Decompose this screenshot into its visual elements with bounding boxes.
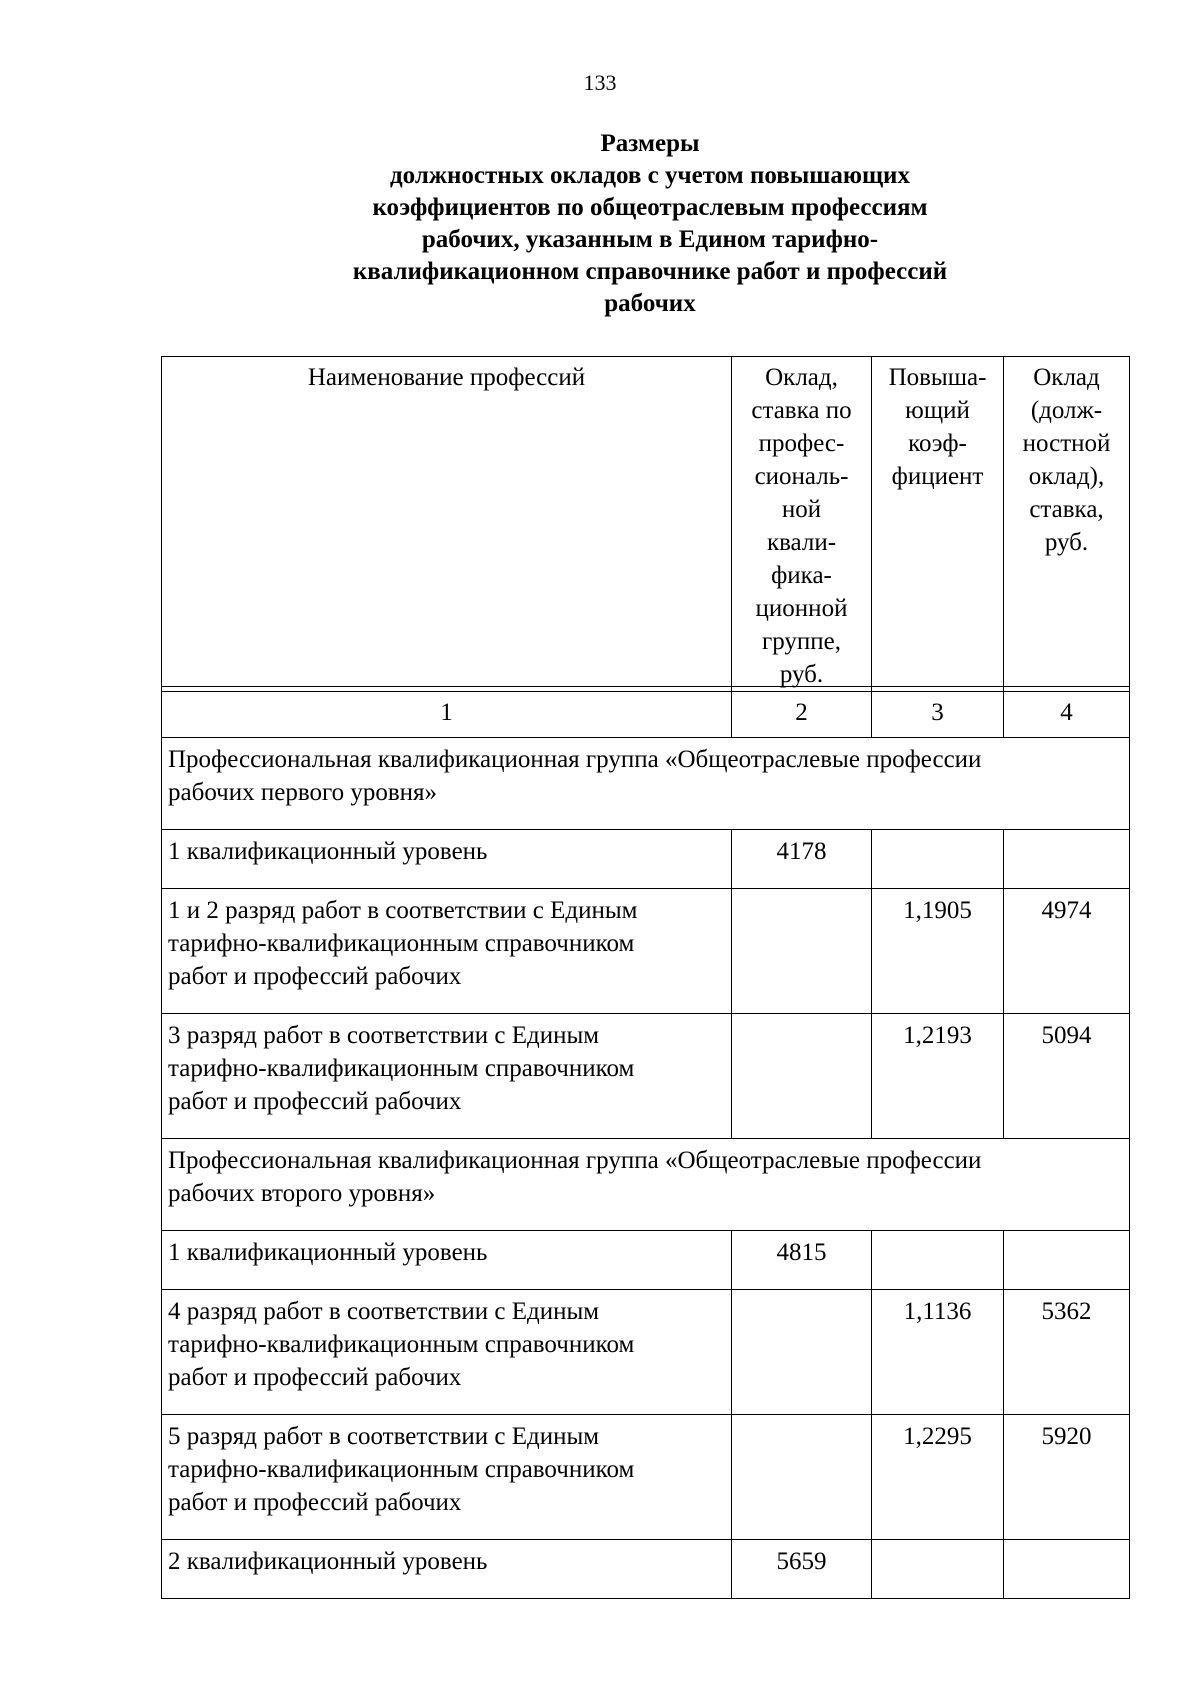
salary-table [161, 686, 1130, 1599]
title-line: рабочих, указанным в Едином тарифно- [421, 226, 879, 253]
base-salary-cell [732, 1014, 872, 1139]
total-salary-cell: 5094 [1004, 1014, 1130, 1139]
profession-name [162, 1290, 732, 1415]
coefficient-cell: 1,2295 [872, 1415, 1004, 1540]
base-salary-cell: 4815 [732, 1231, 872, 1290]
header-line: оклад), [1028, 463, 1105, 490]
header-line: ционной [755, 595, 848, 622]
base-salary-cell [732, 889, 872, 1014]
coefficient-cell [872, 1540, 1004, 1599]
header-line: руб. [1044, 529, 1089, 556]
profession-name-line: 3 разряд работ в соответствии с Единым [168, 1022, 600, 1049]
title-line: Размеры [600, 130, 700, 157]
body-table-wrap [161, 686, 1129, 1599]
total-salary-cell [1004, 1540, 1130, 1599]
header-line: коэф- [908, 430, 967, 457]
header-line: Оклад, [765, 364, 838, 391]
header-line: фика- [771, 562, 832, 589]
header-col-4 [1004, 357, 1130, 692]
column-number: 2 [732, 687, 872, 738]
total-salary-cell: 4974 [1004, 889, 1130, 1014]
header-line: ностной [1022, 430, 1111, 457]
group-title [162, 1139, 1130, 1231]
coefficient-cell [872, 1231, 1004, 1290]
profession-name-line: работ и профессий рабочих [168, 1364, 462, 1391]
total-salary-cell [1004, 830, 1130, 889]
header-line: ющий [905, 397, 970, 424]
header-col-3 [872, 357, 1004, 692]
profession-name [162, 1231, 732, 1290]
title-line: квалификационном справочнике работ и профессий [352, 258, 948, 285]
profession-name [162, 1415, 732, 1540]
qualification-group-row [162, 738, 1130, 830]
coefficient-cell: 1,2193 [872, 1014, 1004, 1139]
qualification-level-row [162, 1540, 1130, 1599]
coefficient-cell: 1,1136 [872, 1290, 1004, 1415]
total-salary-cell: 5920 [1004, 1415, 1130, 1540]
header-line: группе, [761, 628, 842, 655]
group-title-line: рабочих первого уровня» [168, 779, 438, 806]
profession-name-line: 2 квалификационный уровень [168, 1548, 488, 1575]
header-col-1 [162, 357, 732, 692]
header-line: (долж- [1030, 397, 1103, 424]
header-line: Повыша- [888, 364, 987, 391]
profession-name-line: тарифно-квалификационным справочником [168, 930, 635, 957]
profession-name-line: 1 квалификационный уровень [168, 1239, 488, 1266]
grade-row [162, 1415, 1130, 1540]
document-title [0, 128, 1200, 320]
profession-name-line: тарифно-квалификационным справочником [168, 1055, 635, 1082]
title-line: рабочих [604, 290, 696, 317]
profession-name [162, 830, 732, 889]
column-number: 1 [162, 687, 732, 738]
coefficient-cell: 1,1905 [872, 889, 1004, 1014]
header-col-2 [732, 357, 872, 692]
grade-row [162, 1290, 1130, 1415]
qualification-level-row [162, 1231, 1130, 1290]
column-number: 3 [872, 687, 1004, 738]
header-row [162, 357, 1130, 692]
qualification-level-row [162, 830, 1130, 889]
header-line: Оклад [1033, 364, 1100, 391]
header-line: ной [781, 496, 822, 523]
base-salary-cell: 5659 [732, 1540, 872, 1599]
profession-name-line: 1 квалификационный уровень [168, 838, 488, 865]
header-line: ставка, [1029, 496, 1104, 523]
profession-name-line: тарифно-квалификационным справочником [168, 1331, 635, 1358]
grade-row [162, 889, 1130, 1014]
profession-name-line: работ и профессий рабочих [168, 963, 462, 990]
header-line: квали- [766, 529, 837, 556]
profession-name-line: работ и профессий рабочих [168, 1088, 462, 1115]
profession-name-line: 1 и 2 разряд работ в соответствии с Единым [168, 897, 638, 924]
column-number: 4 [1004, 687, 1130, 738]
group-title-line: Профессиональная квалификационная группа «Общеотраслевые профессии [168, 746, 982, 773]
header-line: профес- [758, 430, 845, 457]
header-table [161, 356, 1130, 692]
header-line: Наименование профессий [307, 364, 586, 391]
header-line: фициент [891, 463, 984, 490]
group-title [162, 738, 1130, 830]
profession-name [162, 889, 732, 1014]
profession-name [162, 1014, 732, 1139]
base-salary-cell: 4178 [732, 830, 872, 889]
total-salary-cell: 5362 [1004, 1290, 1130, 1415]
coefficient-cell [872, 830, 1004, 889]
header-line: сиональ- [754, 463, 849, 490]
profession-name-line: тарифно-квалификационным справочником [168, 1456, 635, 1483]
header-line: ставка по [751, 397, 852, 424]
header-line: руб. [779, 661, 824, 688]
title-line: коэффициентов по общеотраслевым профессиям [372, 194, 928, 221]
profession-name-line: работ и профессий рабочих [168, 1489, 462, 1516]
column-numbers-row [162, 687, 1130, 738]
total-salary-cell [1004, 1231, 1130, 1290]
profession-name-line: 5 разряд работ в соответствии с Единым [168, 1423, 600, 1450]
header-table-wrap [161, 356, 1129, 692]
group-title-line: Профессиональная квалификационная группа «Общеотраслевые профессии [168, 1147, 982, 1174]
base-salary-cell [732, 1290, 872, 1415]
page-number: 133 [583, 70, 617, 95]
qualification-group-row [162, 1139, 1130, 1231]
profession-name [162, 1540, 732, 1599]
profession-name-line: 4 разряд работ в соответствии с Единым [168, 1298, 600, 1325]
group-title-line: рабочих второго уровня» [168, 1180, 436, 1207]
grade-row [162, 1014, 1130, 1139]
base-salary-cell [732, 1415, 872, 1540]
title-line: должностных окладов с учетом повышающих [390, 162, 910, 189]
